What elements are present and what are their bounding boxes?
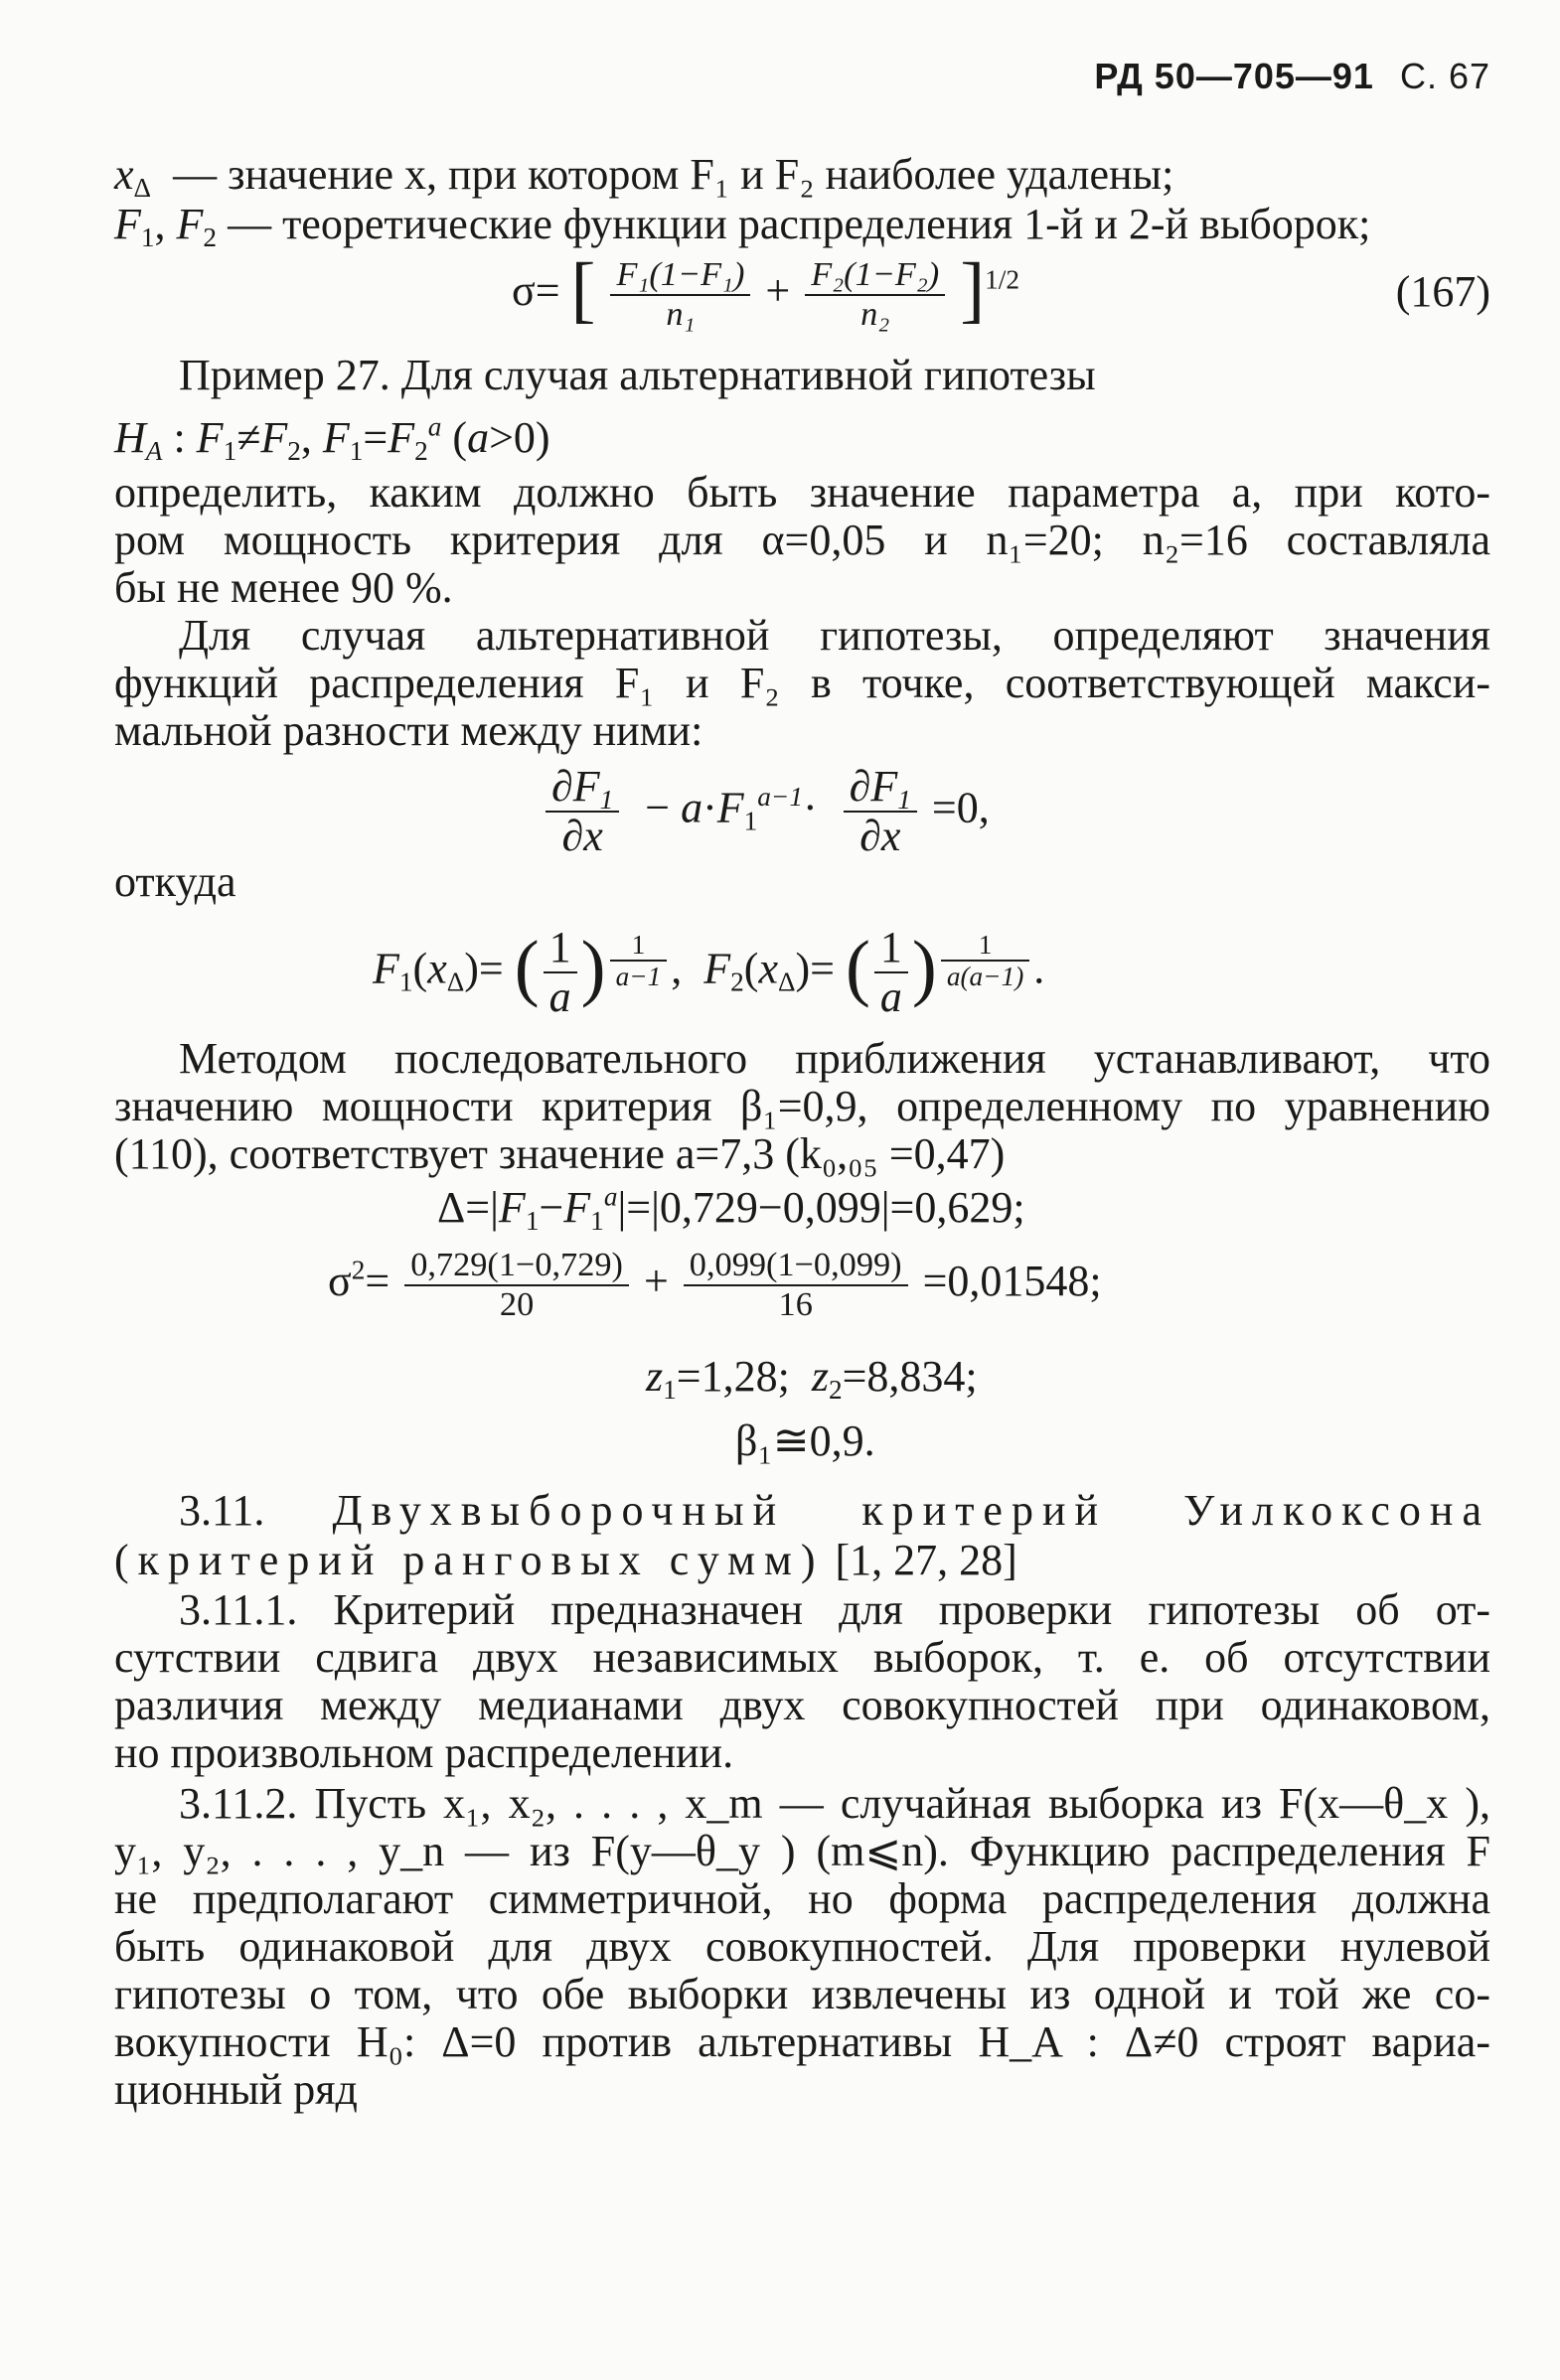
fx-equation: $F_1(x_\Delta)=$ ( $\frac{1}{a}$ ) $^{\frac{1}{a-1}}$ , $F_2(x_\Delta)=$ ( $\frac{1}{a}$ ) $^{\frac{1}{a(a-1)}}$ .: [373, 923, 1045, 1022]
paragraph-line: 3.11.2. Пусть x₁, x₂, . . . , x_m — случайная выборка из F(x—θ_x ),: [179, 1779, 1490, 1828]
derivative-equation: $\frac{\partial F_1}{\partial x}$ − $a\cdot F_1^{a-1}\cdot$ $\frac{\partial F_1}{\partial x}$ =0,: [542, 763, 990, 861]
paragraph-line: мальной разности между ними:: [114, 706, 703, 755]
paragraph-line: 3.11.1. Критерий предназначен для проверки гипотезы об от-: [179, 1585, 1490, 1634]
z-values: $z_1=1,28$; $z_2=8,834$;: [646, 1352, 978, 1406]
paragraph-line: ционный ряд: [114, 2065, 358, 2114]
paragraph-line: (110), соответствует значение a=7,3 (k₀,₀₅ =0,47): [114, 1129, 1006, 1178]
doc-code: РД 50—705—91: [1094, 56, 1374, 96]
paragraph-line: функций распределения F₁ и F₂ в точке, соответствующей макси-: [114, 659, 1490, 707]
beta-value: β₁≅0,9.: [735, 1416, 875, 1465]
paragraph-line: определить, каким должно быть значение параметра a, при кото-: [114, 468, 1490, 517]
paragraph-line: но произвольном распределении.: [114, 1728, 734, 1777]
definition-x-delta: $x_\Delta$ — значение x, при котором F₁ и F₂ наиболее удалены;: [114, 150, 1174, 204]
paragraph-line: не предполагают симметричной, но форма распределения должна: [114, 1874, 1490, 1923]
paragraph-line: Для случая альтернативной гипотезы, определяют значения: [179, 611, 1490, 660]
example-title: Пример 27. Для случая альтернативной гипотезы: [179, 351, 1096, 399]
paragraph-line: сутствии сдвига двух независимых выборок, т. е. об отсутствии: [114, 1633, 1490, 1682]
paragraph-line: гипотезы о том, что обе выборки извлечены из одной и той же со-: [114, 1970, 1490, 2018]
paragraph-line: y₁, y₂, . . . , y_n — из F(y—θ_y ) (m⩽n). Функцию распределения F: [114, 1827, 1490, 1875]
definition-f1-f2: $F_1$, $F_2$ — теоретические функции распределения 1-й и 2-й выборок;: [114, 200, 1371, 253]
paragraph-line: вокупности H₀: Δ=0 против альтернативы H_A : Δ≠0 строят вариа-: [114, 2017, 1490, 2066]
equation-167: σ= [ $\frac{\text{F₁(1−F₁)}}{\text{n₁}}$ + $\frac{\text{F₂(1−F₂)}}{\text{n₂}}$ ]$^{1/2}$: [512, 247, 1019, 333]
paragraph-line: ром мощность критерия для α=0,05 и n₁=20; n₂=16 составляла: [114, 516, 1490, 564]
eq167-term2: $\frac{\text{F₂(1−F₂)}}{\text{n₂}}$: [805, 256, 945, 333]
paragraph-line: Методом последовательного приближения устанавливают, что: [179, 1034, 1490, 1083]
delta-equation: $\Delta=|F_1-F_1^a|=|0,729-0,099|=0,629$;: [437, 1181, 1025, 1237]
page-number: С. 67: [1399, 56, 1490, 96]
paragraph-line: бы не менее 90 %.: [114, 563, 453, 612]
sigma-equation: $\sigma^2=$ $\frac{0,729(1-0,729)}{20}$ + $\frac{0,099(1-0,099)}{16}$ =0,01548;: [328, 1246, 1102, 1323]
alt-hypothesis: $H_A$ : $F_1\ne F_2$, $F_1=F_2^a$ (a>0): [114, 411, 550, 467]
section-heading: 3.11. Двухвыборочный критерий Уилкоксона: [179, 1486, 1490, 1535]
section-heading-line2: (критерий ранговых сумм) [1, 27, 28]: [114, 1536, 1017, 1584]
paragraph-line: различия между медианами двух совокупностей при одинаковом,: [114, 1681, 1490, 1729]
word-otkuda: откуда: [114, 857, 236, 906]
paragraph-line: значению мощности критерия β₁=0,9, определенному по уравнению: [114, 1082, 1490, 1130]
eq167-term1: $\frac{\text{F₁(1−F₁)}}{\text{n₁}}$: [610, 256, 750, 333]
page-header: [1094, 56, 1490, 97]
equation-number: (167): [1395, 267, 1490, 316]
paragraph-line: быть одинаковой для двух совокупностей. Для проверки нулевой: [114, 1922, 1490, 1971]
